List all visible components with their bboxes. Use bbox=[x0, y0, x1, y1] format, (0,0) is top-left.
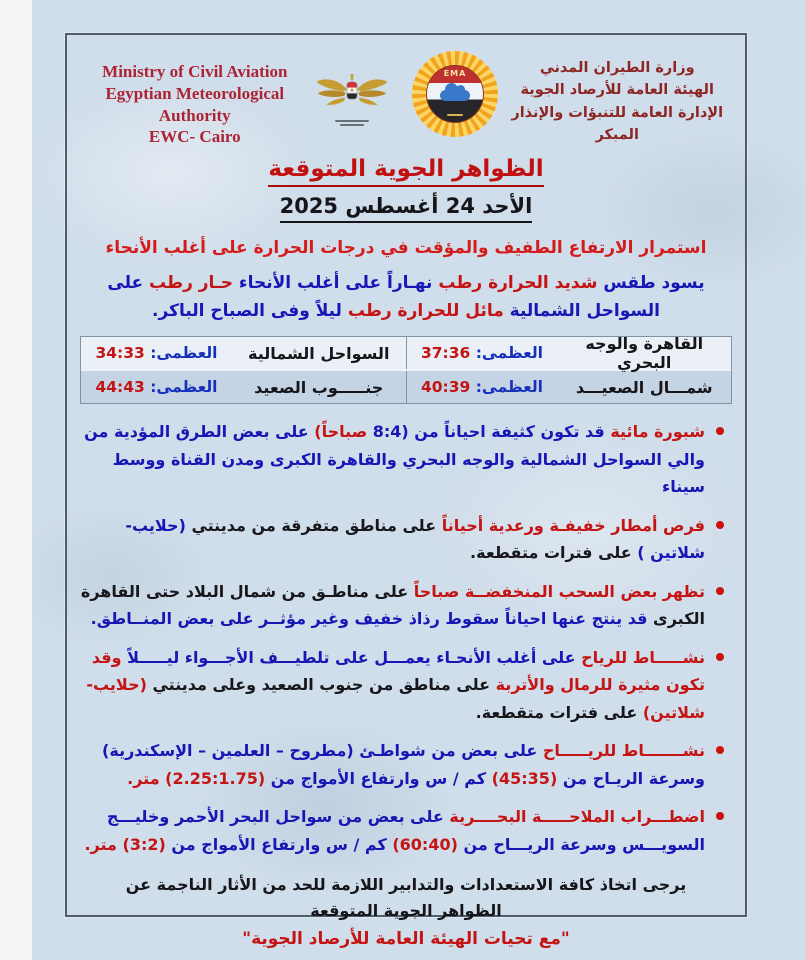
text-segment: قد تكون كثيفة احياناً من (8:4 bbox=[367, 422, 605, 442]
text-segment: على أغلب الأنحـاء يعمـــل على تلطيـــف الأجـــواء ليـــــلاً bbox=[121, 647, 576, 667]
region-name: جنـــــوب الصعيد bbox=[254, 377, 384, 397]
wings-logo-graphic bbox=[314, 70, 390, 118]
logo-caption-bar bbox=[335, 120, 369, 122]
signature-line: "مع تحيات الهيئة العامة للأرصاد الجوية" bbox=[242, 929, 570, 950]
arabic-line-1: وزارة الطيران المدني bbox=[539, 60, 695, 76]
authority-arabic-title bbox=[502, 51, 732, 147]
english-line-2: Egyptian Meteorological Authority bbox=[105, 83, 285, 125]
max-temp bbox=[407, 344, 558, 362]
bullet-text bbox=[84, 807, 705, 854]
advisory-line-2: الظواهر الجوية المتوقعة bbox=[310, 900, 502, 920]
header-logos bbox=[310, 51, 503, 137]
bullet-dot-icon bbox=[716, 427, 724, 435]
text-segment: (60:40) bbox=[386, 834, 458, 854]
text-segment: كم / س وارتفاع الأمواج من bbox=[165, 834, 387, 854]
arabic-line-2: الهيئة العامة للأرصاد الجوية bbox=[520, 82, 714, 99]
region-name: القاهرة والوجه البحري bbox=[585, 334, 704, 373]
bullet-text bbox=[102, 741, 705, 788]
text-segment: اضطـــراب الملاحـــــة البحــــرية bbox=[443, 807, 705, 827]
bullet-dot-icon bbox=[716, 746, 724, 754]
max-value: 34:33 bbox=[95, 344, 145, 363]
text-segment: (45:35) bbox=[486, 768, 558, 788]
region-name: شمـــال الصعيـــد bbox=[575, 377, 713, 397]
bullet-text bbox=[125, 516, 705, 563]
bullet-item bbox=[80, 578, 732, 633]
sun-logo-inner-circle bbox=[426, 65, 484, 123]
text-segment: فرص أمطار خفيفـة ورعدية أحياناً bbox=[436, 515, 705, 535]
english-line-3: EWC- Cairo bbox=[148, 127, 241, 147]
max-temp bbox=[407, 378, 558, 396]
text-segment: كم / س وارتفاع الأمواج من bbox=[265, 768, 487, 788]
table-cell bbox=[81, 371, 406, 403]
bullet-item bbox=[80, 644, 732, 727]
bullet-item bbox=[80, 737, 732, 792]
text-segment: مائل للحرارة رطب bbox=[341, 300, 504, 321]
text-segment: يسود طقس bbox=[597, 273, 705, 293]
max-label: العظمى: bbox=[475, 378, 543, 397]
text-segment: (حلايب- شلاتين ) bbox=[125, 515, 705, 563]
bulletin-page bbox=[32, 0, 806, 960]
text-segment: على فترات متقطعة. bbox=[475, 702, 638, 722]
max-temperature-table bbox=[80, 336, 732, 404]
max-label: العظمى: bbox=[475, 344, 543, 363]
max-temp bbox=[81, 378, 232, 396]
max-label: العظمى: bbox=[150, 378, 218, 397]
text-segment: صباحاً) bbox=[308, 422, 368, 442]
bullet-dot-icon bbox=[716, 521, 724, 529]
date-heading: الأحد 24 أغسطس 2025 bbox=[280, 194, 533, 223]
text-segment: شديد الحرارة رطب bbox=[432, 273, 598, 293]
table-row bbox=[81, 334, 731, 373]
text-segment: نشـــــــاط للريـــــاح bbox=[537, 741, 705, 761]
page-title: الظواهر الجوية المتوقعة bbox=[268, 156, 543, 187]
cloud-icon bbox=[440, 90, 470, 101]
bullet-item bbox=[80, 512, 732, 567]
table-row bbox=[81, 369, 731, 403]
bullet-text bbox=[86, 648, 705, 722]
text-segment: (2.25:1.75) متر. bbox=[127, 768, 266, 788]
text-segment: (3:2) متر. bbox=[84, 834, 166, 854]
bullet-text bbox=[81, 582, 705, 629]
text-segment: شبورة مائية bbox=[604, 422, 705, 442]
table-cell bbox=[406, 371, 732, 403]
logo-caption-bar bbox=[340, 124, 364, 126]
meteorological-authority-sun-logo-icon bbox=[412, 51, 498, 137]
text-segment: على السواحل الشمالية bbox=[107, 273, 660, 321]
logo-bottom-text-bar bbox=[447, 114, 463, 116]
header bbox=[80, 51, 732, 148]
text-segment: على مناطـق من شمال البلاد حتى القاهرة الكبرى bbox=[80, 581, 705, 629]
ema-logo-text: EMA bbox=[443, 69, 467, 78]
text-segment: على مناطق من جنوب الصعيد وعلى مدينتي bbox=[146, 675, 491, 695]
text-segment: تظهر بعض السحب المنخفضــة صباحاً bbox=[408, 581, 705, 601]
bullet-item bbox=[80, 418, 732, 501]
arabic-line-3: الإدارة العامة للتنبؤات والإنذار المبكر bbox=[511, 104, 724, 144]
civil-aviation-wings-logo-icon bbox=[314, 62, 390, 126]
text-segment: حـار رطب bbox=[143, 273, 234, 293]
weather-summary bbox=[86, 270, 726, 325]
text-segment: على بعض الطرق المؤدية من والي السواحل الشمالية والوجه البحري والقاهرة الكبرى ومدن القناة ووسط سيناء bbox=[84, 422, 705, 497]
text-segment: وقد تكون مثيرة للرمال والأتربة bbox=[91, 647, 705, 695]
table-cell bbox=[406, 334, 732, 373]
text-segment: نهـاراً على أغلب الأنحاء bbox=[233, 273, 433, 293]
region-name: السواحل الشمالية bbox=[248, 343, 390, 363]
ministry-english-title bbox=[80, 51, 310, 148]
bullet-dot-icon bbox=[716, 812, 724, 820]
bullet-dot-icon bbox=[716, 653, 724, 661]
english-line-1: Ministry of Civil Aviation bbox=[102, 62, 288, 81]
max-temp bbox=[81, 344, 232, 362]
max-value: 40:39 bbox=[420, 378, 471, 397]
subtitle-heading: استمرار الارتفاع الطفيف والمؤقت في درجات الحرارة على أغلب الأنحاء bbox=[105, 238, 707, 258]
scan-white-margin bbox=[0, 0, 32, 960]
bullet-dot-icon bbox=[716, 587, 724, 595]
title-row bbox=[80, 156, 732, 187]
text-segment: نشـــــاط للرياح bbox=[575, 647, 705, 667]
bullet-text bbox=[84, 422, 705, 496]
text-segment: على بعض من شواطـئ (مطروح – العلمين – الإسكندرية) وسرعة الريـاح من bbox=[102, 741, 705, 788]
text-segment: قد ينتج عنها احياناً سقوط رذاذ خفيف وغير مؤثــر على بعض المنــاطق. bbox=[90, 609, 648, 629]
text-segment: (حلايب- شلاتين) bbox=[86, 675, 705, 722]
forecast-bullets bbox=[80, 418, 732, 858]
max-value: 37:36 bbox=[420, 344, 471, 363]
text-segment: على مناطق متفرقة من مدينتي bbox=[185, 515, 437, 535]
max-value: 44:43 bbox=[95, 378, 145, 397]
max-label: العظمى: bbox=[150, 344, 218, 363]
bullet-item bbox=[80, 803, 732, 858]
date-row bbox=[80, 194, 732, 223]
footer-advisory bbox=[80, 872, 732, 949]
advisory-line-1: يرجى اتخاذ كافة الاستعدادات والتدابير اللازمة للحد من الأثار الناجمة عن bbox=[125, 875, 687, 895]
text-segment: على بعض من سواحل البحر الأحمر وخليـــج السويـــس وسرعة الريـــاح من bbox=[106, 807, 705, 854]
text-segment: على فترات متقطعة. bbox=[470, 543, 632, 563]
table-cell bbox=[81, 337, 406, 369]
text-segment: ليلاً وفى الصباح الباكر. bbox=[152, 300, 342, 321]
bulletin-border-frame bbox=[65, 33, 747, 950]
